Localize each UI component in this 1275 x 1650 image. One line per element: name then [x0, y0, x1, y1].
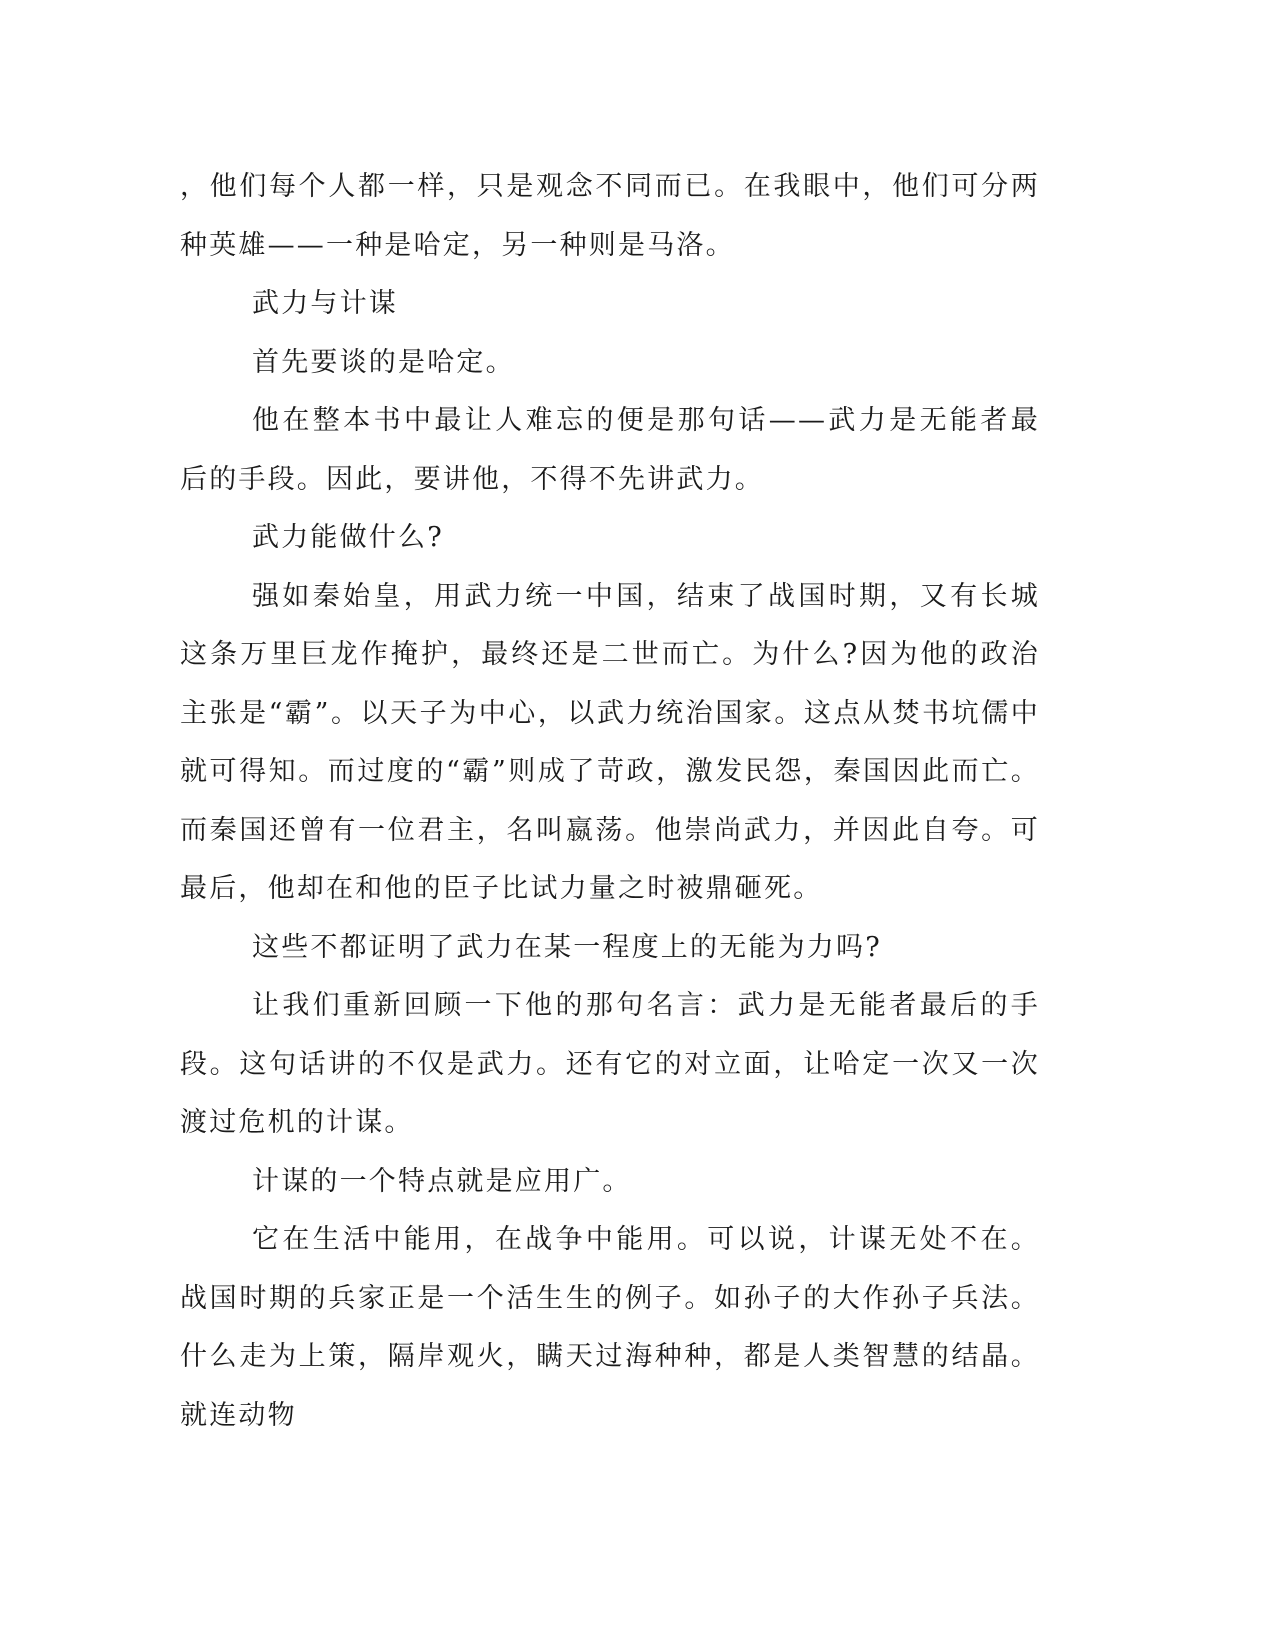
- document-body: [180, 158, 1040, 1445]
- paragraph: ，他们每个人都一样，只是观念不同而已。在我眼中，他们可分两种英雄——一种是哈定，另一种则是马洛。: [180, 171, 1040, 261]
- section-heading: 武力与计谋: [252, 288, 398, 319]
- paragraph: 武力能做什么?: [252, 522, 444, 553]
- paragraph: 首先要谈的是哈定。: [252, 346, 515, 378]
- paragraph: 让我们重新回顾一下他的那句名言：武力是无能者最后的手段。这句话讲的不仅是武力。还有它的对立面，让哈定一次又一次渡过危机的计谋。: [180, 990, 1040, 1138]
- paragraph: 计谋的一个特点就是应用广。: [252, 1165, 632, 1197]
- paragraph: 它在生活中能用，在战争中能用。可以说，计谋无处不在。战国时期的兵家正是一个活生生的例子。如孙子的大作孙子兵法。什么走为上策，隔岸观火，瞒天过海种种，都是人类智慧的结晶。就连动物: [180, 1224, 1040, 1431]
- paragraph: 这些不都证明了武力在某一程度上的无能为力吗?: [252, 931, 882, 963]
- paragraph: 他在整本书中最让人难忘的便是那句话——武力是无能者最后的手段。因此，要讲他，不得不先讲武力。: [180, 405, 1040, 495]
- paragraph: 强如秦始皇，用武力统一中国，结束了战国时期，又有长城这条万里巨龙作掩护，最终还是二世而亡。为什么?因为他的政治主张是“霸”。以天子为中心，以武力统治国家。这点从焚书坑儒中就可得知。而过度的“霸”则成了苛政，激发民怨，秦国因此而亡。而秦国还曾有一位君主，名叫嬴荡。他崇尚武力，并因此自夸。可最后，他却在和他的臣子比试力量之时被鼎砸死。: [180, 580, 1040, 904]
